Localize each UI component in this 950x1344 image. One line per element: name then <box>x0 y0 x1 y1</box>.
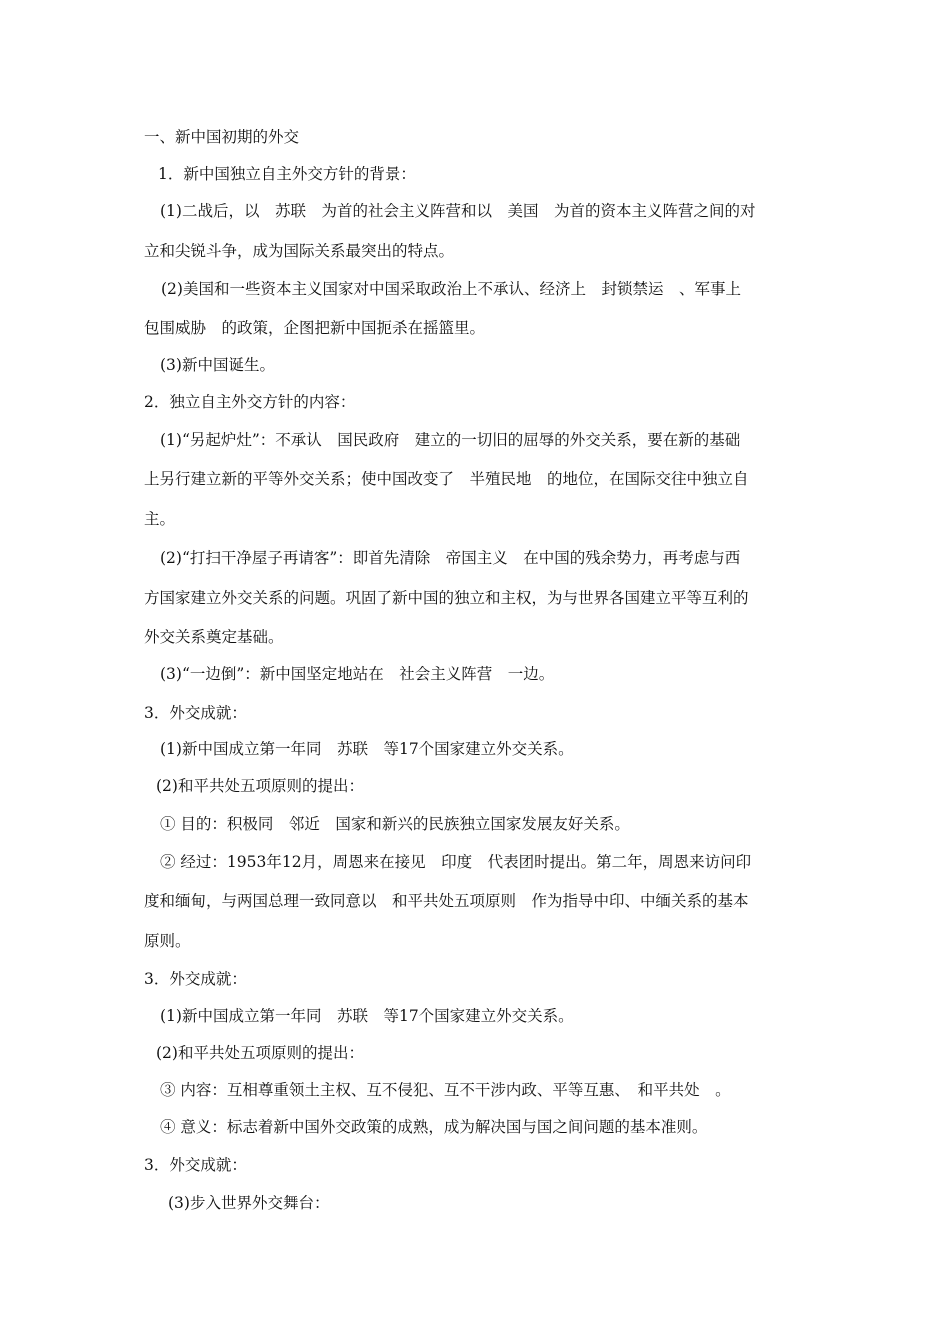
paragraph-line: (1)新中国成立第一年同 苏联 等17个国家建立外交关系。 <box>160 740 574 758</box>
paragraph-line: (2)和平共处五项原则的提出： <box>156 777 364 795</box>
paragraph-line: (3)“一边倒”：新中国坚定地站在 社会主义阵营 一边。 <box>160 665 555 683</box>
paragraph-line: (2)和平共处五项原则的提出： <box>156 1044 364 1062</box>
subheading: 3．外交成就： <box>144 970 247 988</box>
list-item: ① 目的：积极同 邻近 国家和新兴的民族独立国家发展友好关系。 <box>160 815 630 833</box>
subheading: 3．外交成就： <box>144 704 247 722</box>
paragraph-line: (3)步入世界外交舞台： <box>168 1194 330 1212</box>
paragraph-line: (1)二战后，以 苏联 为首的社会主义阵营和以 美国 为首的资本主义阵营之间的对 <box>160 202 756 220</box>
paragraph-line: (3)新中国诞生。 <box>160 356 275 374</box>
paragraph-line: (1)“另起炉灶”：不承认 国民政府 建立的一切旧的屈辱的外交关系，要在新的基础 <box>160 431 741 449</box>
paragraph-line: 原则。 <box>144 932 191 950</box>
paragraph-line: 包围威胁 的政策，企图把新中国扼杀在摇篮里。 <box>144 319 486 337</box>
list-item: ② 经过：1953年12月，周恩来在接见 印度 代表团时提出。第二年，周恩来访问印 <box>160 853 752 871</box>
subheading: 2．独立自主外交方针的内容： <box>144 393 356 411</box>
paragraph-line: (1)新中国成立第一年同 苏联 等17个国家建立外交关系。 <box>160 1007 574 1025</box>
paragraph-line: (2)美国和一些资本主义国家对中国采取政治上不承认、经济上 封锁禁运 、军事上 <box>161 280 741 298</box>
paragraph-line: 立和尖锐斗争，成为国际关系最突出的特点。 <box>144 242 455 260</box>
paragraph-line: 主。 <box>144 510 176 528</box>
paragraph-line: (2)“打扫干净屋子再请客”：即首先清除 帝国主义 在中国的残余势力，再考虑与西 <box>160 549 741 567</box>
paragraph-line: 方国家建立外交关系的问题。巩固了新中国的独立和主权，为与世界各国建立平等互利的 <box>144 589 749 607</box>
subheading: 1．新中国独立自主外交方针的背景： <box>158 165 416 183</box>
list-item: ④ 意义：标志着新中国外交政策的成熟，成为解决国与国之间问题的基本准则。 <box>160 1118 708 1136</box>
paragraph-line: 度和缅甸，与两国总理一致同意以 和平共处五项原则 作为指导中印、中缅关系的基本 <box>144 892 749 910</box>
paragraph-line: 上另行建立新的平等外交关系；使中国改变了 半殖民地 的地位，在国际交往中独立自 <box>144 470 749 488</box>
subheading: 3．外交成就： <box>144 1156 247 1174</box>
list-item: ③ 内容：互相尊重领土主权、互不侵犯、互不干涉内政、平等互惠、 和平共处 。 <box>160 1081 731 1099</box>
section-heading: 一、新中国初期的外交 <box>144 128 300 146</box>
paragraph-line: 外交关系奠定基础。 <box>144 628 284 646</box>
